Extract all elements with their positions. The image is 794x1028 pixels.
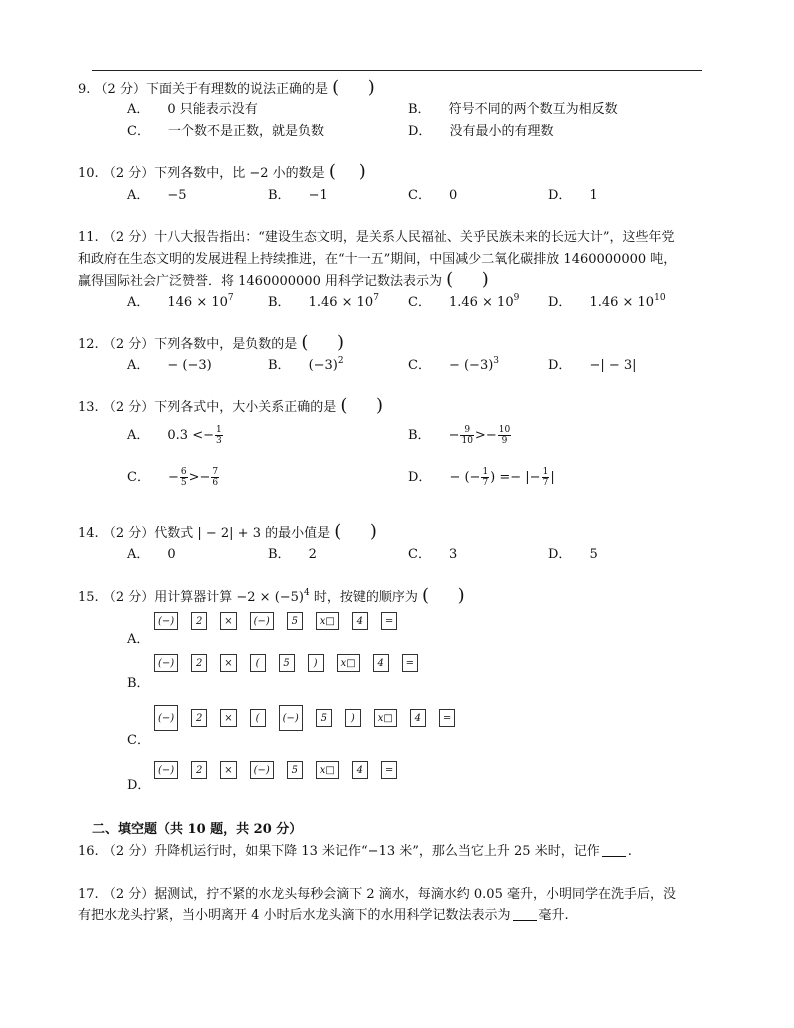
answer-bracket: ( )	[332, 77, 375, 98]
option-d[interactable]: D． 没有最小的有理数	[408, 124, 554, 139]
question-17-line-2: 有把水龙头拧紧，当小明离开 4 小时后水龙头滴下的水用科学记数法表示为 毫升.	[78, 908, 569, 923]
option-d[interactable]: D． −| − 3|	[548, 358, 637, 373]
question-14: 14. （2 分）代数式 | − 2| + 3 的最小值是 ( )	[78, 521, 377, 542]
answer-bracket: ( )	[446, 269, 489, 290]
calculator-key: (−)	[250, 761, 274, 779]
question-12: 12. （2 分）下列各数中，是负数的是 ( )	[78, 332, 345, 353]
option-c[interactable]: C． 0	[408, 188, 458, 203]
option-a[interactable]: A． − (−3)	[127, 358, 212, 373]
option-d[interactable]: D． 1	[548, 188, 598, 203]
calculator-key: =	[439, 709, 455, 727]
option-a-keys[interactable]	[154, 612, 410, 630]
calculator-key: 4	[352, 761, 368, 779]
option-c[interactable]: C． − $\frac{6}{5}$ >− $\frac{7}{6}$	[127, 467, 219, 488]
calculator-key: (−)	[250, 612, 274, 630]
option-c[interactable]: C． 3	[408, 547, 458, 562]
option-a-label[interactable]: A．	[127, 632, 150, 647]
calculator-key: (−)	[154, 654, 178, 672]
option-d[interactable]: D． 5	[548, 547, 598, 562]
calculator-key: =	[402, 654, 418, 672]
answer-bracket: ( )	[301, 332, 345, 353]
calculator-key: (−)	[279, 705, 303, 731]
calculator-key: 2	[191, 654, 207, 672]
calculator-key: =	[381, 761, 397, 779]
calculator-key: x□	[374, 709, 397, 727]
calculator-key: 5	[287, 761, 303, 779]
question-15: 15. （2 分）用计算器计算 $-2 \times (-5)^4$ 时，按键的顺序为 ( )	[78, 585, 465, 606]
option-a[interactable]: A． 0 只能表示没有	[127, 102, 258, 117]
option-b-label[interactable]: B．	[127, 676, 150, 691]
option-a[interactable]: A． 0	[127, 547, 176, 562]
calculator-key: x□	[337, 654, 360, 672]
question-11-line-3: 赢得国际社会广泛赞誉．将 1460000000 用科学记数法表示为 ( )	[78, 269, 489, 290]
calculator-key: 4	[410, 709, 426, 727]
section-heading: 二、填空题（共 10 题，共 20 分）	[92, 822, 303, 837]
question-11-line-2: 和政府在生态文明的发展进程上持续推进，在“十一五”期间，中国减少二氧化碳排放 1460000000 吨，	[78, 252, 677, 267]
option-b[interactable]: B． 符号不同的两个数互为相反数	[408, 102, 618, 117]
option-b[interactable]: B． − $\frac{9}{10}$ >− $\frac{10}{9}$	[408, 425, 511, 446]
option-b[interactable]: B． $1.46 \times 10^7$	[268, 293, 379, 310]
calculator-key: (−)	[154, 761, 178, 779]
answer-bracket: ( )	[340, 395, 384, 416]
calculator-key: (−)	[154, 612, 178, 630]
calculator-key: 5	[316, 709, 332, 727]
option-d-label[interactable]: D．	[127, 778, 151, 793]
calculator-key: 2	[191, 612, 207, 630]
calculator-key: x□	[316, 612, 339, 630]
calculator-key: (−)	[154, 705, 178, 731]
option-b[interactable]: B． −1	[268, 188, 328, 203]
calculator-key: 2	[191, 709, 207, 727]
calculator-key: 5	[287, 612, 303, 630]
question-score: （2 分）	[94, 82, 146, 97]
option-c-label[interactable]: C．	[127, 733, 150, 748]
option-b[interactable]: B． 2	[268, 547, 317, 562]
option-a[interactable]: A． $146 \times 10^7$	[127, 293, 234, 310]
option-c-keys[interactable]	[154, 705, 468, 731]
calculator-key: 5	[279, 654, 295, 672]
option-a[interactable]: A． −5	[127, 188, 187, 203]
option-c[interactable]: C． $1.46 \times 10^9$	[408, 293, 520, 310]
question-10: 10. （2 分）下列各数中，比 −2 小的数是 ( )	[78, 161, 366, 182]
answer-bracket: ( )	[334, 521, 377, 542]
option-a[interactable]: A． 0.3 <− $\frac{1}{3}$	[127, 425, 222, 446]
answer-bracket: ( )	[328, 161, 366, 182]
question-17: 17. （2 分）据测试，拧不紧的水龙头每秒会滴下 2 滴水，每滴水约 0.05 毫升，小明同学在洗手后，没	[78, 887, 676, 902]
calculator-key: )	[308, 654, 324, 672]
calculator-key: 2	[191, 761, 207, 779]
header-rule	[92, 70, 702, 71]
calculator-key: 4	[352, 612, 368, 630]
calculator-key: 4	[373, 654, 389, 672]
answer-blank[interactable]	[513, 908, 537, 921]
calculator-key: ×	[220, 612, 236, 630]
calculator-key: )	[345, 709, 361, 727]
question-13: 13. （2 分）下列各式中，大小关系正确的是 ( )	[78, 395, 384, 416]
option-d[interactable]: D． $1.46 \times 10^{10}$	[548, 293, 666, 310]
option-d-keys[interactable]	[154, 761, 410, 779]
option-b[interactable]: B． $(-3)^2$	[268, 356, 344, 373]
answer-bracket: ( )	[422, 585, 465, 606]
question-16: 16. （2 分）升降机运行时，如果下降 13 米记作“−13 米”，那么当它上升 25 米时，记作 .	[78, 844, 632, 859]
option-c[interactable]: C． − $(-3)^3$	[408, 356, 500, 373]
question-number: 9.	[78, 82, 91, 97]
option-c[interactable]: C． 一个数不是正数，就是负数	[127, 124, 324, 139]
answer-blank[interactable]	[602, 844, 626, 857]
question-11: 11. （2 分）十八大报告指出：“建设生态文明，是关系人民福祉、关乎民族未来的长远大计”，这些年党	[78, 230, 675, 245]
calculator-key: =	[381, 612, 397, 630]
option-b-keys[interactable]	[154, 654, 431, 672]
calculator-key: (	[250, 654, 266, 672]
option-d[interactable]: D． − (− $\frac{1}{7}$ ) =− |− $\frac{1}{7}$ |	[408, 467, 555, 488]
calculator-key: ×	[220, 654, 236, 672]
calculator-key: (	[250, 709, 266, 727]
question-text: 下面关于有理数的说法正确的是	[145, 82, 328, 97]
question-9	[78, 78, 375, 97]
calculator-key: x□	[316, 761, 339, 779]
calculator-key: ×	[220, 709, 236, 727]
calculator-key: ×	[220, 761, 236, 779]
